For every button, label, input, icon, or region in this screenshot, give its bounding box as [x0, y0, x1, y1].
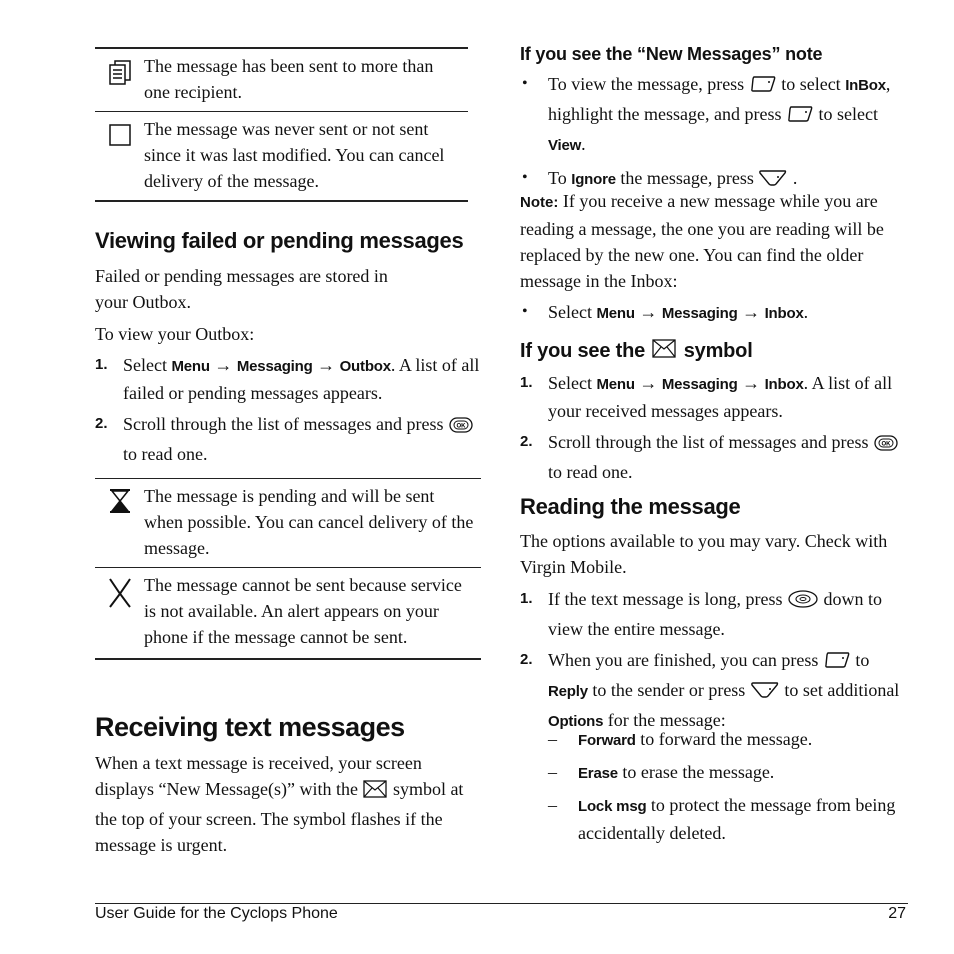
- section-heading-failed-pending: Viewing failed or pending messages: [95, 228, 464, 253]
- navigation-key-icon: [787, 589, 819, 616]
- svg-text:OK: OK: [456, 423, 466, 430]
- left-softkey-icon: [786, 104, 814, 131]
- option-reply: Reply: [548, 683, 588, 700]
- menu-path-inbox: Inbox: [764, 305, 804, 322]
- inbox-steps: [520, 370, 904, 485]
- section-heading-new-messages-note: If you see the “New Messages” note: [520, 44, 823, 64]
- symbol-table-sent-status: [95, 47, 468, 202]
- new-messages-bullets: [520, 71, 904, 195]
- outbox-instruction-text: To view your Outbox:: [95, 324, 255, 344]
- left-softkey-icon: [749, 74, 777, 101]
- reading-intro-text: The options available to you may vary. Check with Virgin Mobile.: [520, 531, 888, 577]
- left-softkey-icon: [823, 650, 851, 677]
- list-item: – Lock msg to protect the message from being accidentally deleted.: [548, 795, 896, 843]
- menu-path-menu: Menu: [171, 358, 210, 375]
- list-item: – Forward to forward the message.: [548, 729, 813, 749]
- multi-recipient-icon: [95, 49, 144, 111]
- symbol-table-pending-status: [95, 478, 481, 660]
- ok-key-icon: [448, 415, 474, 441]
- pending-description: The message is pending and will be sent when possible. You can cancel delivery of the message.: [144, 486, 474, 558]
- menu-path-messaging: Messaging: [661, 305, 738, 322]
- option-view: View: [548, 137, 582, 154]
- new-message-note: Note: If you receive a new message while you are reading a message, the one you are reading will be replaced by the new one. You can find the older message in the Inbox:: [520, 191, 884, 291]
- menu-path-outbox: Outbox: [339, 358, 391, 375]
- menu-path-menu: Menu: [596, 305, 635, 322]
- note-label: Note:: [520, 194, 559, 211]
- footer-title: User Guide for the Cyclops Phone: [95, 905, 338, 922]
- option-forward: Forward: [578, 732, 636, 749]
- list-item: • Select Menu → Messaging → Inbox.: [522, 302, 809, 322]
- ok-key-icon: [873, 433, 899, 459]
- outbox-steps: [95, 352, 481, 467]
- menu-path-messaging: Messaging: [661, 376, 738, 393]
- list-item: • To Ignore the message, press .: [520, 165, 904, 195]
- symbol-row-never-sent: [95, 111, 468, 200]
- list-item: • To view the message, press to select InBox, highlight the message, and press to select View.: [522, 74, 891, 154]
- cannot-send-description: The message cannot be sent because service is not available. An alert appears on your phone if the message cannot be sent.: [144, 575, 462, 647]
- option-options: Options: [548, 713, 604, 730]
- reply-options-list: [548, 726, 904, 846]
- hourglass-icon: [95, 479, 144, 567]
- section-heading-reading: Reading the message: [520, 494, 741, 519]
- envelope-icon: [650, 338, 678, 366]
- symbol-row-cannot-send: [95, 567, 481, 658]
- multi-recipient-description: The message has been sent to more than one recipient.: [144, 56, 434, 102]
- section-heading-envelope-symbol: If you see the symbol: [520, 338, 753, 366]
- section-heading-receiving: Receiving text messages: [95, 712, 405, 742]
- menu-path-inbox: Inbox: [764, 376, 804, 393]
- footer-divider: [95, 903, 908, 904]
- x-mark-icon: [95, 568, 144, 658]
- list-item: 2. Scroll through the list of messages and press OK to read one.: [520, 429, 904, 485]
- never-sent-description: The message was never sent or not sent since it was last modified. You can cancel delivery of the message.: [144, 119, 445, 191]
- svg-text:OK: OK: [881, 441, 891, 448]
- envelope-icon: [362, 779, 388, 806]
- receiving-description: When a text message is received, your screen displays “New Message(s)” with the symbol at the top of your screen. The symbol flashes if the message is urgent.: [95, 753, 464, 855]
- list-item: 2. Scroll through the list of messages and press OK to read one.: [95, 411, 481, 467]
- list-item: 2. When you are finished, you can press to Reply to the sender or press to set additional Options for the message:: [520, 650, 900, 730]
- right-softkey-icon: [750, 680, 780, 707]
- list-item: 1. Select Menu → Messaging → Inbox. A list of all your received messages appears.: [520, 373, 893, 421]
- option-inbox: InBox: [845, 77, 886, 94]
- menu-path-messaging: Messaging: [236, 358, 313, 375]
- outbox-intro-text: Failed or pending messages are stored in your Outbox.: [95, 266, 388, 312]
- list-item: 1. If the text message is long, press down to view the entire message.: [520, 589, 882, 639]
- empty-box-icon: [95, 112, 144, 200]
- symbol-row-multi-recipient: [95, 47, 468, 111]
- list-item: 1. Select Menu → Messaging → Outbox. A list of all failed or pending messages appears.: [95, 355, 480, 403]
- reading-steps: [520, 586, 904, 735]
- option-ignore: Ignore: [571, 171, 616, 188]
- option-erase: Erase: [578, 765, 618, 782]
- page-number: 27: [888, 905, 906, 922]
- list-item: – Erase to erase the message.: [548, 762, 775, 782]
- option-lock-msg: Lock msg: [578, 798, 647, 815]
- symbol-row-pending: [95, 478, 481, 567]
- menu-path-menu: Menu: [596, 376, 635, 393]
